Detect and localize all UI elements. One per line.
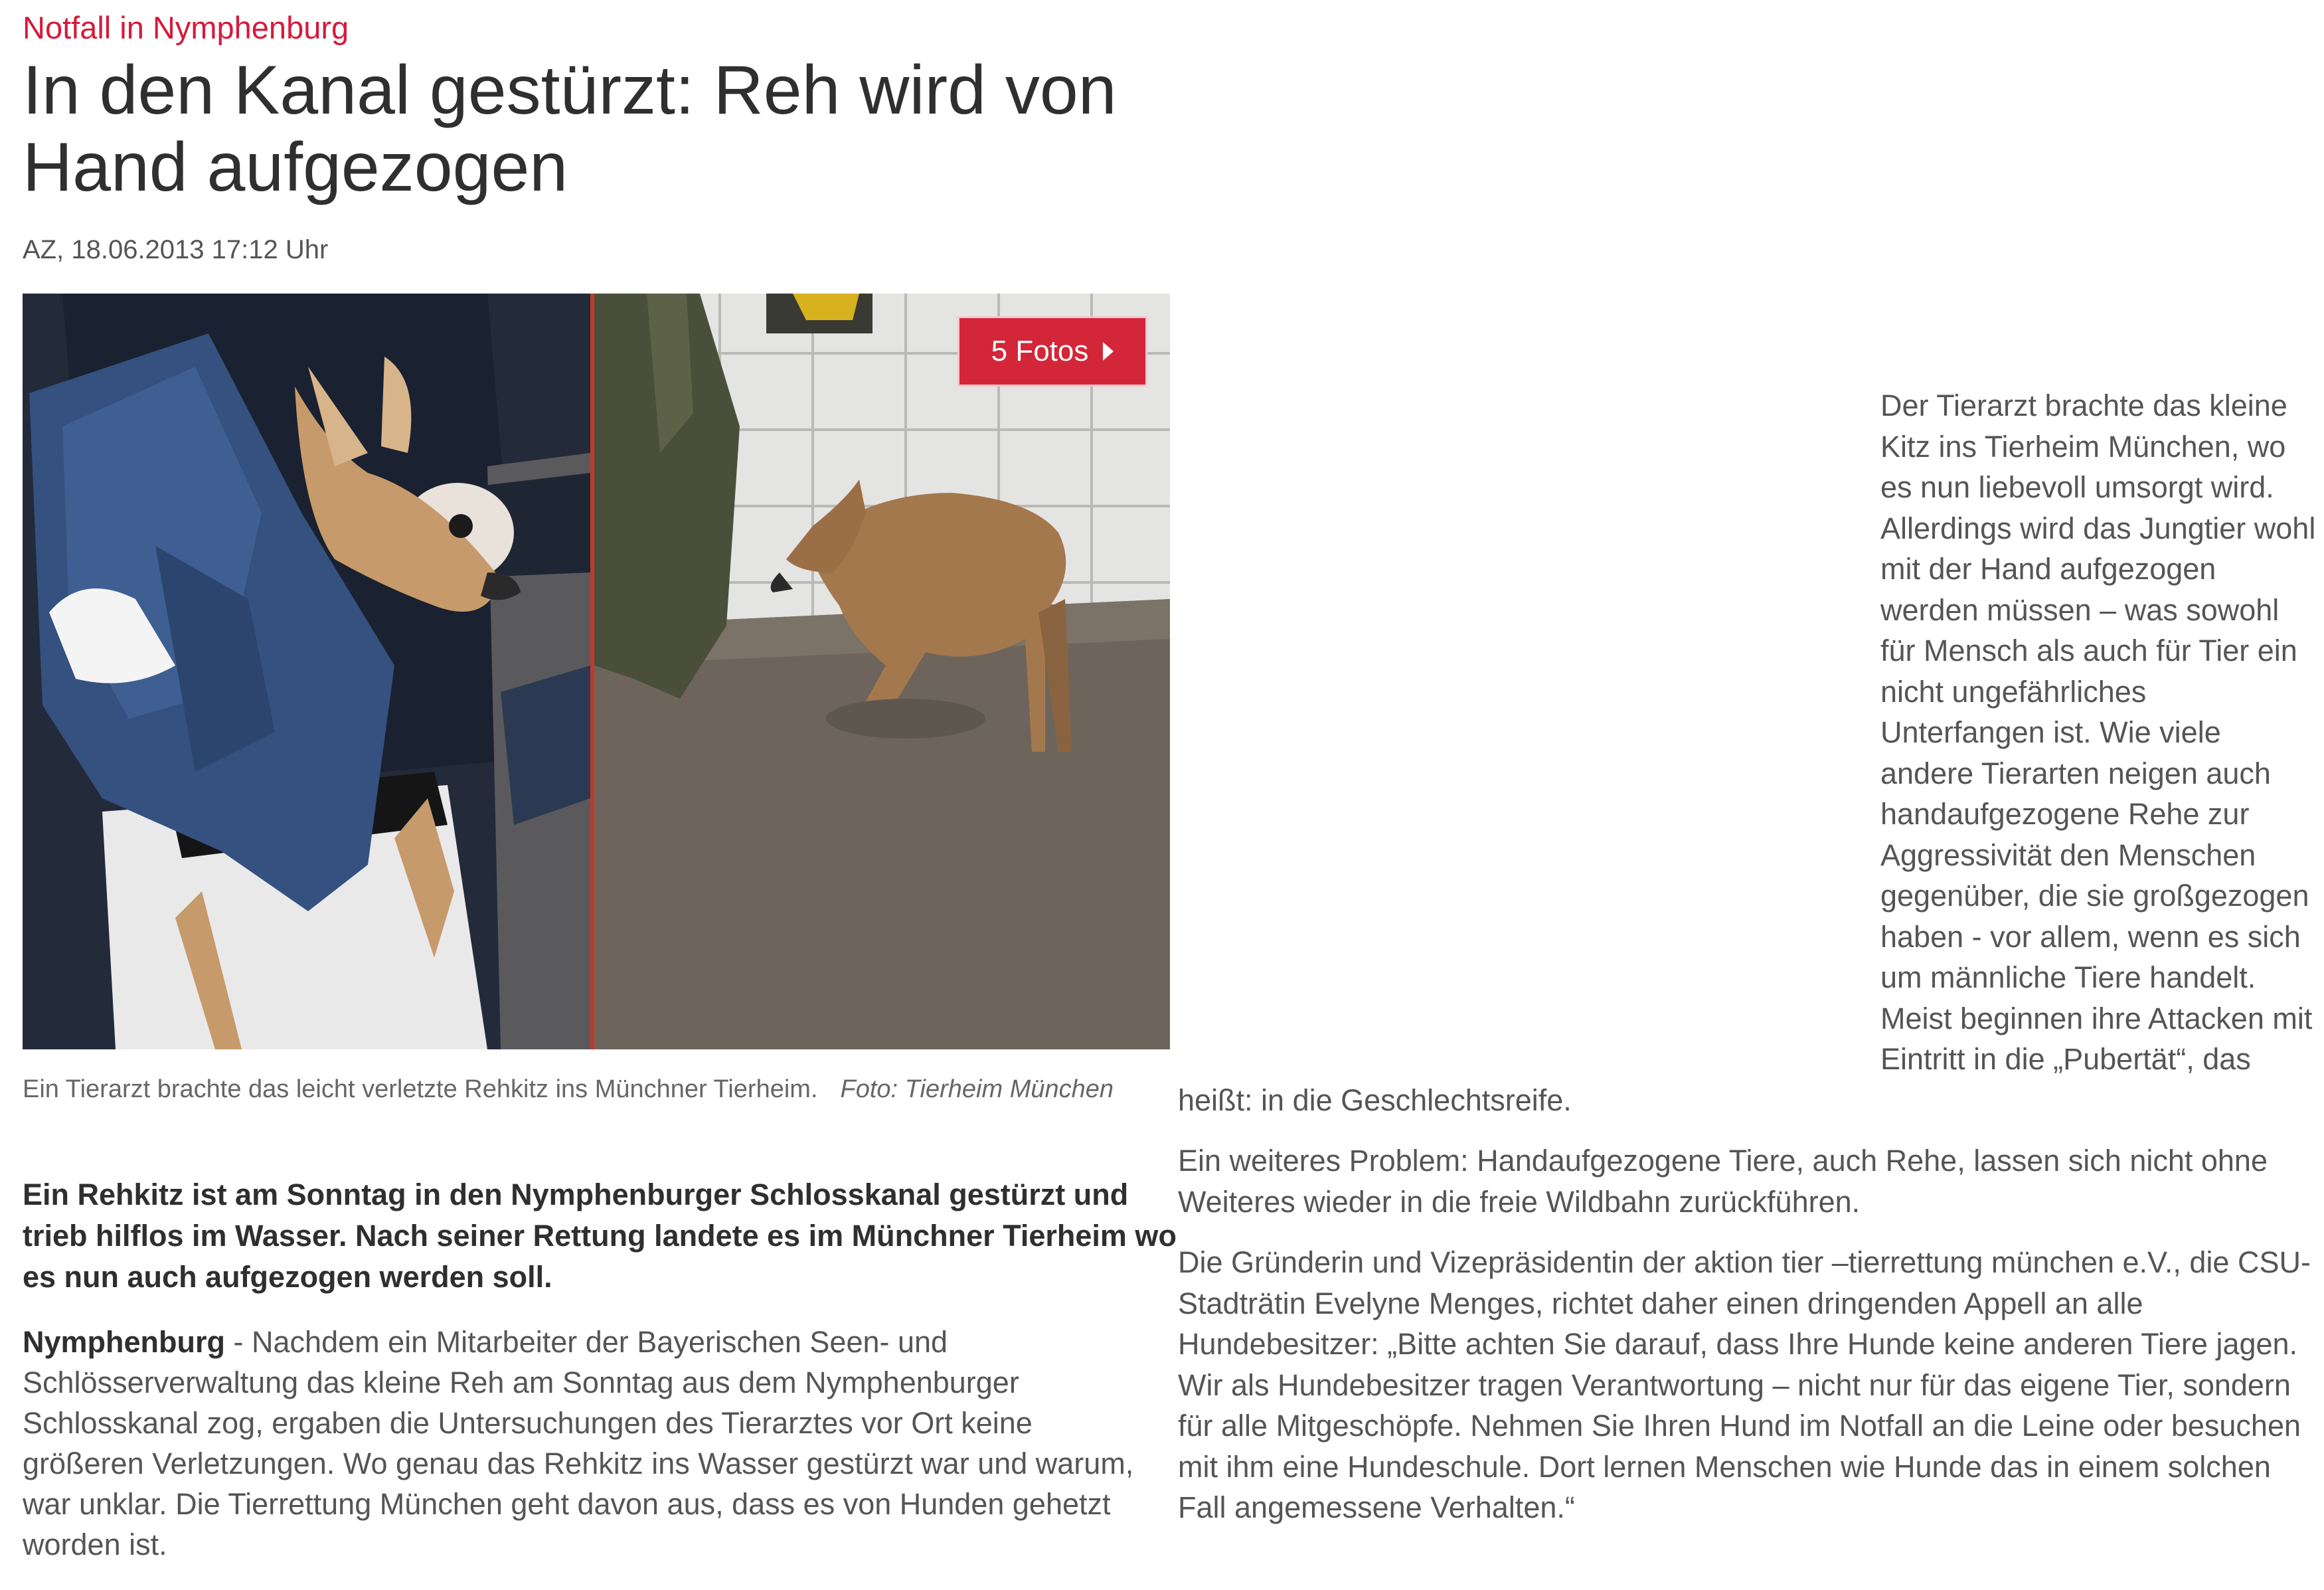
- photo-credit: Foto: Tierheim München: [840, 1075, 1114, 1103]
- paragraph-3: Die Gründerin und Vizepräsidentin der aktion tier –tierrettung münchen e.V., die CSU-Stadträtin Evelyne Menges, richtet daher einen dringenden Appell an alle Hundebesitzer: „Bitte achten Sie darauf, dass Ihre Hunde keine anderen Tiere jagen. Wir als Hundebesitzer tragen Verantwortung – nicht nur für das eigene Tier, sondern für alle Mitgeschöpfe. Nehmen Sie Ihren Hund im Notfall an die Leine oder besuchen mit ihm eine Hundeschule. Dort lernen Menschen wie Hunde das in einem solchen Fall angemessene Verhalten.“: [1178, 1245, 2311, 1524]
- photo-caption: [23, 1068, 1151, 1110]
- gallery-button-label: 5 Fotos: [991, 335, 1089, 367]
- paragraph-2: Ein weiteres Problem: Handaufgezogene Tiere, auch Rehe, lassen sich nicht ohne Weiteres wieder in die freie Wildbahn zurückführen.: [1178, 1144, 2268, 1219]
- gallery-button[interactable]: [957, 316, 1147, 387]
- paragraph-1: Der Tierarzt brachte das kleine Kitz ins Tierheim München, wo es nun liebevoll umsorgt wird. Allerdings wird das Jungtier wohl mit der Hand aufgezogen werden müssen – was sowohl für Mensch als auch für Tier ein nicht ungefährliches Unterfangen ist. Wie viele andere Tierarten neigen auch handaufgezogene Rehe zur Aggressivität den Menschen gegenüber, die sie großgezogen haben - vor allem, wenn es sich um männliche Tiere handelt. Meist beginnen ihre Attacken mit Eintritt in die „Pubertät“, das heißt: in die Geschlechtsreife.: [1178, 389, 2316, 1117]
- headline: In den Kanal gestürzt: Reh wird von Hand aufgezogen: [23, 52, 1117, 206]
- kicker[interactable]: Notfall in Nymphenburg: [23, 10, 349, 45]
- lead-paragraph: Ein Rehkitz ist am Sonntag in den Nymphenburger Schlosskanal gestürzt und trieb hilflos im Wasser. Nach seiner Rettung landete es im Münchner Tierheim wo es nun auch aufgezogen werden soll.: [23, 1178, 1177, 1294]
- chevron-right-icon: [1103, 342, 1114, 361]
- body-intro: [23, 1322, 1151, 1565]
- photo-right: [594, 294, 1170, 1049]
- article-photo[interactable]: [23, 294, 1170, 1049]
- caption-text: Ein Tierarzt brachte das leicht verletzte Rehkitz ins Münchner Tierheim.: [23, 1075, 818, 1103]
- photo-left: [23, 294, 590, 1049]
- body-continued: [1178, 385, 2317, 1548]
- photo-collage: [23, 294, 1170, 1049]
- article-meta: AZ, 18.06.2013 17:12 Uhr: [23, 235, 329, 264]
- float-spacer: [1178, 385, 1880, 1049]
- body-intro-text: - Nachdem ein Mitarbeiter der Bayerischen Seen- und Schlösserverwaltung das kleine Reh am Sonntag aus dem Nymphenburger Schlosskanal zog, ergaben die Untersuchungen des Tierarztes vor Ort keine größeren Verletzungen. Wo genau das Rehkitz ins Wasser gestürzt war und warum, war unklar. Die Tierrettung München geht davon aus, dass es von Hunden gehetzt worden ist.: [23, 1325, 1134, 1561]
- dateline: Nymphenburg: [23, 1325, 226, 1359]
